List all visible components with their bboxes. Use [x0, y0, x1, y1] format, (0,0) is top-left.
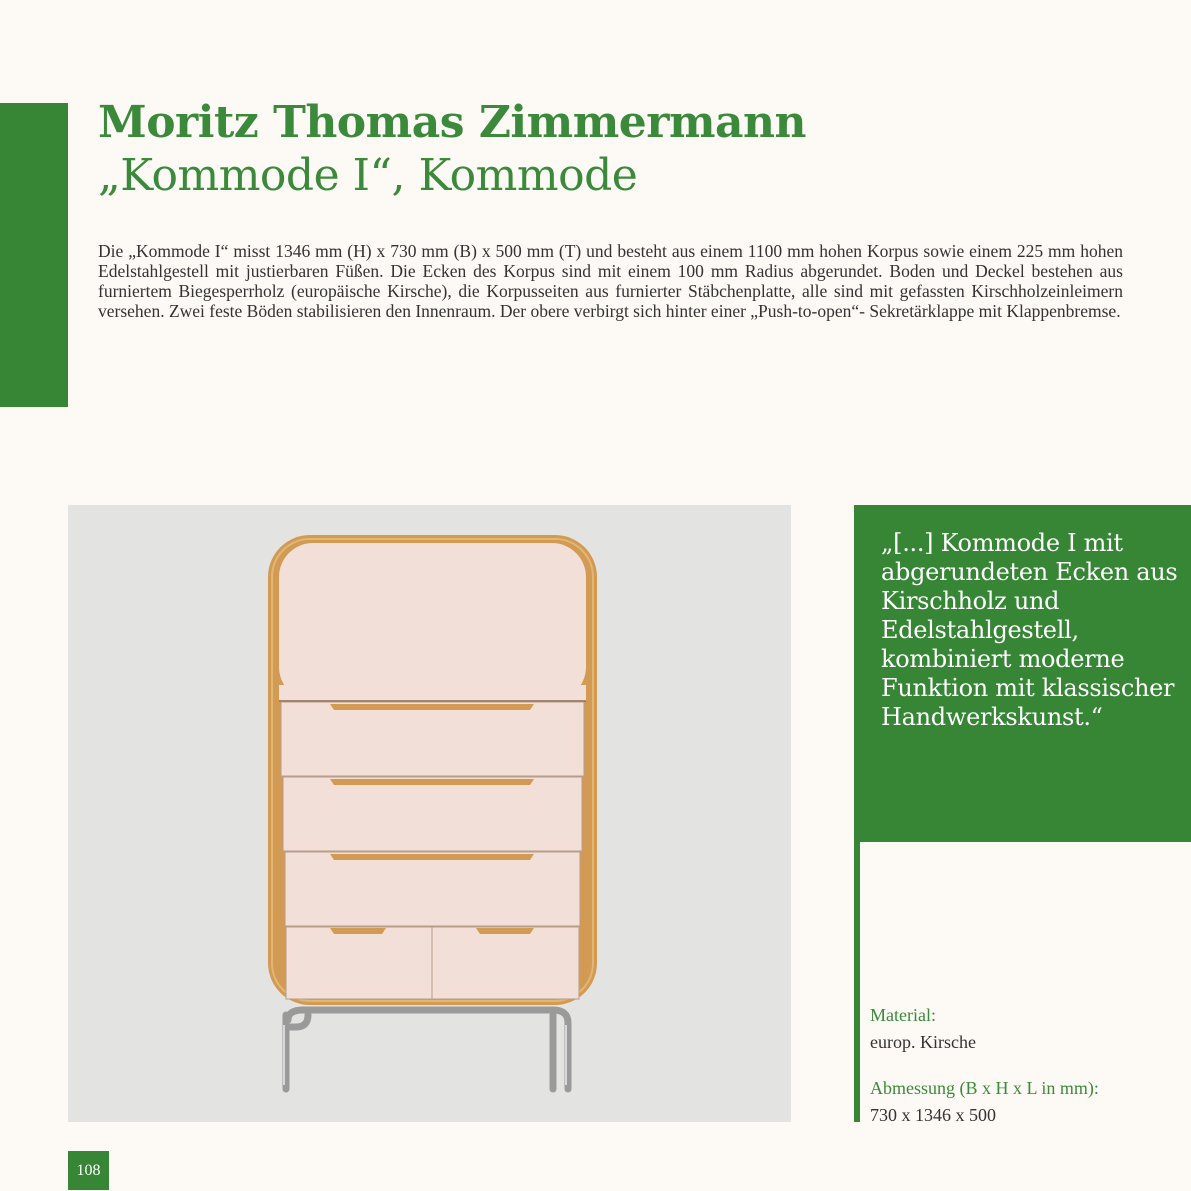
info-accent-line — [854, 842, 860, 1122]
material-label: Material: — [870, 1005, 936, 1025]
steel-frame-shine — [284, 1025, 566, 1085]
drawer-4-left — [286, 927, 432, 999]
accent-side-bar — [0, 103, 68, 407]
page-number: 108 — [68, 1151, 109, 1190]
drawer-1 — [281, 702, 584, 776]
steel-frame — [286, 1010, 568, 1089]
secretary-flap — [279, 543, 586, 701]
quote-text: „[...] Kommode I mit abgerundeten Ecken aus Kirschholz und Edelstahlgestell, kombiniert moderne Funktion mit klassischer Handwerkskunst.“ — [881, 529, 1178, 731]
drawer-3 — [285, 852, 580, 926]
designer-name: Moritz Thomas Zimmermann — [98, 97, 806, 148]
material-value: europ. Kirsche — [870, 1032, 976, 1052]
product-photo — [68, 505, 791, 1122]
dimensions-label: Abmessung (B x H x L in mm): — [870, 1078, 1099, 1098]
title-block — [98, 96, 1128, 202]
quote-box — [854, 505, 1191, 842]
product-subtitle: „Kommode I“, Kommode — [98, 150, 638, 201]
drawer-4-right — [432, 927, 579, 999]
cabinet-illustration — [68, 505, 791, 1122]
dimensions-value: 730 x 1346 x 500 — [870, 1105, 996, 1125]
drawers — [281, 702, 584, 999]
drawer-2 — [283, 777, 582, 851]
product-description: Die „Kommode I“ misst 1346 mm (H) x 730 mm (B) x 500 mm (T) und besteht aus einem 1100 mm hohen Korpus sowie einem 225 mm hohen Edelstahlgestell mit justierbaren Füßen. Die Ecken des Korpus sind mit einem 100 mm Radius abgerundet. Boden und Deckel bestehen aus furniertem Biegesperrholz (europäische Kirsche), die Korpusseiten aus furnierter Stäbchenplatte, alle sind mit gefassten Kirschholzeinleimern versehen. Zwei feste Böden stabilisieren den Innenraum. Der obere verbirgt sich hinter einer „Push-to-open“- Sekretärklappe mit Klappenbremse. — [98, 241, 1123, 321]
